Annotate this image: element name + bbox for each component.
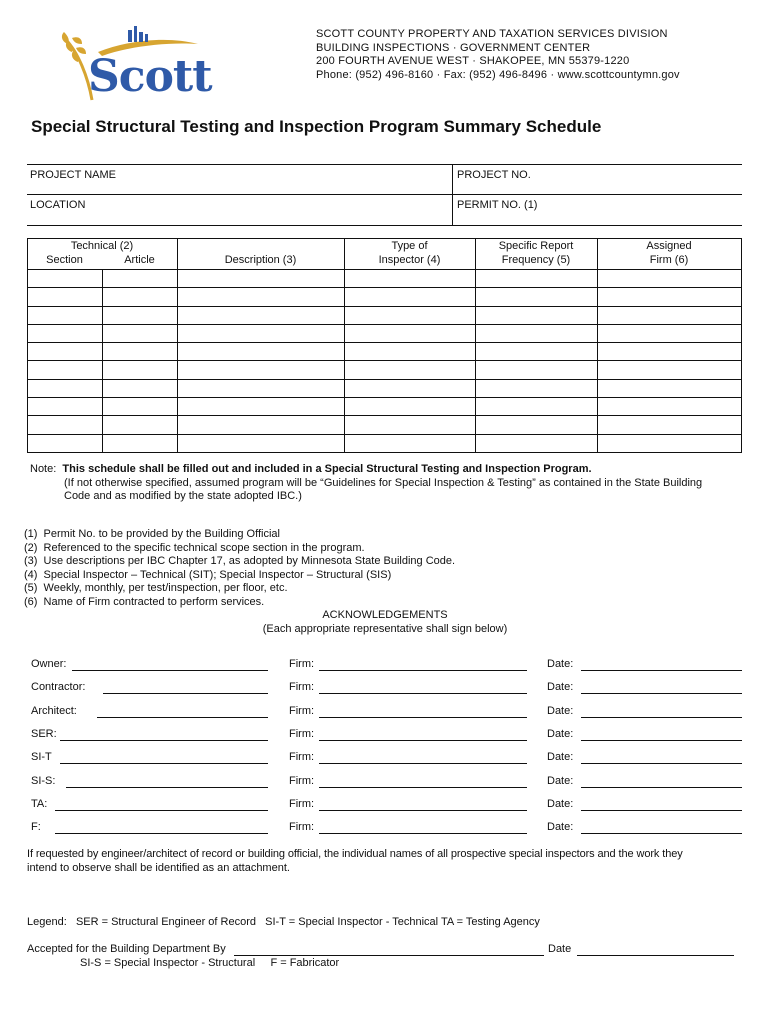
table-cell[interactable] xyxy=(28,343,103,361)
firm-label: Firm: xyxy=(289,751,315,764)
table-row xyxy=(28,324,742,342)
logo-wordmark: Scott xyxy=(88,51,212,102)
note-prefix: Note: xyxy=(30,463,57,475)
date-line[interactable] xyxy=(581,717,742,718)
firm-label: Firm: xyxy=(289,821,315,834)
signer-role-label: SI-T xyxy=(31,751,52,764)
table-cell[interactable] xyxy=(103,270,178,288)
org-dept-line: BUILDING INSPECTIONS · GOVERNMENT CENTER xyxy=(316,41,591,54)
firm-label: Firm: xyxy=(289,797,315,810)
project-mid-rule xyxy=(27,194,742,195)
table-row xyxy=(28,361,742,379)
table-cell[interactable] xyxy=(28,361,103,379)
table-cell[interactable] xyxy=(178,379,345,397)
firm-label: Firm: xyxy=(289,658,315,670)
table-cell[interactable] xyxy=(103,288,178,306)
org-street-line: 200 FOURTH AVENUE WEST · SHAKOPEE, MN 55379-1220 xyxy=(316,55,630,67)
table-cell[interactable] xyxy=(178,416,345,434)
firm-line[interactable] xyxy=(319,787,527,788)
signer-name-line[interactable] xyxy=(97,717,268,718)
table-cell[interactable] xyxy=(345,379,476,397)
table-row xyxy=(28,434,742,452)
firm-line[interactable] xyxy=(319,717,527,718)
table-cell[interactable] xyxy=(103,361,178,379)
table-cell[interactable] xyxy=(345,416,476,434)
frequency-header-line1: Specific Report xyxy=(498,240,574,252)
accepted-date-label: Date xyxy=(548,943,572,955)
footnote-6: (6) Name of Firm contracted to perform services. xyxy=(24,595,265,608)
footnote-2: (2) Referenced to the specific technical scope section in the program. xyxy=(24,541,365,554)
firm-line[interactable] xyxy=(319,693,527,694)
table-cell[interactable] xyxy=(103,343,178,361)
table-cell[interactable] xyxy=(28,270,103,288)
table-cell[interactable] xyxy=(103,324,178,342)
table-cell[interactable] xyxy=(476,379,598,397)
accepted-label: Accepted for the Building Department By xyxy=(27,943,226,955)
table-cell[interactable] xyxy=(476,324,598,342)
table-row xyxy=(28,306,742,324)
date-line[interactable] xyxy=(581,670,742,671)
firm-header-line1: Assigned xyxy=(646,240,692,252)
legend-block xyxy=(27,889,540,984)
legend-label: Legend: xyxy=(27,916,67,928)
table-cell[interactable] xyxy=(178,288,345,306)
date-label: Date: xyxy=(547,797,574,810)
org-address-block xyxy=(316,28,680,82)
table-row xyxy=(28,270,742,288)
date-label: Date: xyxy=(547,704,574,717)
date-label: Date: xyxy=(547,751,574,764)
table-cell[interactable] xyxy=(28,398,103,416)
firm-label: Firm: xyxy=(289,704,315,717)
attachment-paragraph xyxy=(27,848,745,875)
note-line-3: Code and as modified by the state adopted IBC.) xyxy=(64,490,302,502)
footnotes-list xyxy=(24,528,455,610)
table-cell[interactable] xyxy=(103,434,178,452)
table-cell[interactable] xyxy=(178,324,345,342)
signer-role-label: Contractor: xyxy=(31,681,86,694)
note-line-2: (If not otherwise specified, assumed program will be “Guidelines for Special Inspection & Testing” as contained in the State Building xyxy=(64,476,703,489)
table-cell[interactable] xyxy=(103,416,178,434)
date-line[interactable] xyxy=(581,833,742,834)
table-cell[interactable] xyxy=(476,361,598,379)
project-top-rule xyxy=(27,164,742,165)
ack-title: ACKNOWLEDGEMENTS xyxy=(322,609,448,621)
org-contact-line: Phone: (952) 496-8160 · Fax: (952) 496-8496 · www.scottcountymn.gov xyxy=(316,68,680,81)
scott-county-logo xyxy=(58,22,212,104)
table-cell[interactable] xyxy=(476,288,598,306)
signer-name-line[interactable] xyxy=(55,810,268,811)
table-row xyxy=(28,416,742,434)
type-header-line2: Inspector (4) xyxy=(378,254,441,266)
description-header: Description (3) xyxy=(224,254,297,266)
table-cell[interactable] xyxy=(476,343,598,361)
date-line[interactable] xyxy=(581,763,742,764)
firm-line[interactable] xyxy=(319,833,527,834)
table-row xyxy=(28,288,742,306)
table-cell[interactable] xyxy=(476,434,598,452)
article-header: Article xyxy=(124,254,155,266)
table-cell[interactable] xyxy=(598,416,742,434)
location-label: LOCATION xyxy=(30,199,86,211)
firm-line[interactable] xyxy=(319,763,527,764)
signer-name-line[interactable] xyxy=(60,763,268,764)
note-bold-text: This schedule shall be filled out and included in a Special Structural Testing and Inspection Program. xyxy=(62,463,592,475)
table-cell[interactable] xyxy=(598,361,742,379)
signer-role-label: F: xyxy=(31,821,41,834)
project-bottom-rule xyxy=(27,225,742,226)
table-cell[interactable] xyxy=(345,361,476,379)
date-label: Date: xyxy=(547,681,574,694)
project-no-label: PROJECT NO. xyxy=(457,169,531,181)
table-cell[interactable] xyxy=(28,434,103,452)
footnote-4: (4) Special Inspector – Technical (SIT); Special Inspector – Structural (SIS) xyxy=(24,568,392,581)
firm-line[interactable] xyxy=(319,810,527,811)
date-label: Date: xyxy=(547,658,574,670)
firm-line[interactable] xyxy=(319,670,527,671)
permit-no-label: PERMIT NO. (1) xyxy=(457,199,538,211)
table-row xyxy=(28,398,742,416)
project-name-label: PROJECT NAME xyxy=(30,169,116,181)
signer-role-label: TA: xyxy=(31,797,48,810)
legend-line-2: SI-S = Special Inspector - Structural F = Fabricator xyxy=(80,956,340,969)
table-cell[interactable] xyxy=(476,270,598,288)
table-cell[interactable] xyxy=(345,324,476,342)
signer-name-line[interactable] xyxy=(60,740,268,741)
signer-name-line[interactable] xyxy=(103,693,268,694)
table-cell[interactable] xyxy=(28,324,103,342)
date-line[interactable] xyxy=(581,810,742,811)
footnote-3: (3) Use descriptions per IBC Chapter 17, as adopted by Minnesota State Building Code. xyxy=(24,555,456,568)
table-cell[interactable] xyxy=(178,343,345,361)
ack-subtitle: (Each appropriate representative shall sign below) xyxy=(262,623,508,635)
signer-role-label: Owner: xyxy=(31,658,67,670)
table-cell[interactable] xyxy=(345,288,476,306)
table-cell[interactable] xyxy=(345,306,476,324)
date-line[interactable] xyxy=(581,693,742,694)
accepted-signature-line[interactable] xyxy=(234,955,544,956)
signer-name-line[interactable] xyxy=(72,670,268,671)
type-header-line1: Type of xyxy=(391,240,428,252)
table-cell[interactable] xyxy=(345,270,476,288)
technical-header: Technical (2) xyxy=(70,240,134,252)
table-cell[interactable] xyxy=(598,270,742,288)
page-title: Special Structural Testing and Inspection Program Summary Schedule xyxy=(31,117,602,136)
table-cell[interactable] xyxy=(598,398,742,416)
signer-role-label: SER: xyxy=(31,727,57,740)
date-line[interactable] xyxy=(581,787,742,788)
table-cell[interactable] xyxy=(476,416,598,434)
section-header: Section xyxy=(46,254,83,266)
table-cell[interactable] xyxy=(28,416,103,434)
date-label: Date: xyxy=(547,774,574,787)
table-cell[interactable] xyxy=(345,434,476,452)
firm-line[interactable] xyxy=(319,740,527,741)
table-cell[interactable] xyxy=(178,361,345,379)
table-cell[interactable] xyxy=(28,306,103,324)
accepted-date-line[interactable] xyxy=(577,955,734,956)
signer-role-label: Architect: xyxy=(31,704,77,717)
table-cell[interactable] xyxy=(103,306,178,324)
footnote-1: (1) Permit No. to be provided by the Building Official xyxy=(24,528,280,540)
signer-name-line[interactable] xyxy=(66,787,268,788)
table-cell[interactable] xyxy=(178,434,345,452)
table-cell[interactable] xyxy=(345,343,476,361)
table-cell[interactable] xyxy=(476,398,598,416)
date-label: Date: xyxy=(547,727,574,740)
table-cell[interactable] xyxy=(598,288,742,306)
note-block xyxy=(30,463,742,504)
table-cell[interactable] xyxy=(476,306,598,324)
table-cell[interactable] xyxy=(598,306,742,324)
schedule-table xyxy=(27,238,742,453)
table-cell[interactable] xyxy=(345,398,476,416)
signer-name-line[interactable] xyxy=(55,833,268,834)
table-cell[interactable] xyxy=(178,398,345,416)
paragraph-line-2: intend to observe shall be identified as an attachment. xyxy=(27,861,290,874)
table-row xyxy=(28,379,742,397)
table-cell[interactable] xyxy=(103,379,178,397)
firm-label: Firm: xyxy=(289,681,315,694)
paragraph-line-1: If requested by engineer/architect of record or building official, the individual names of all prospective special inspectors and the work they xyxy=(27,848,683,860)
firm-label: Firm: xyxy=(289,774,315,787)
frequency-header-line2: Frequency (5) xyxy=(501,254,571,266)
table-cell[interactable] xyxy=(178,270,345,288)
footnote-5: (5) Weekly, monthly, per test/inspection, per floor, etc. xyxy=(24,582,288,595)
table-cell[interactable] xyxy=(28,288,103,306)
table-cell[interactable] xyxy=(103,398,178,416)
org-name-line: SCOTT COUNTY PROPERTY AND TAXATION SERVICES DIVISION xyxy=(316,28,668,40)
table-cell[interactable] xyxy=(598,343,742,361)
signer-role-label: SI-S: xyxy=(31,774,56,787)
date-label: Date: xyxy=(547,821,574,834)
firm-label: Firm: xyxy=(289,727,315,740)
legend-line-1: SER = Structural Engineer of Record SI-T = Special Inspector - Technical TA = Testing Agency xyxy=(75,916,540,928)
table-cell[interactable] xyxy=(598,324,742,342)
table-cell[interactable] xyxy=(598,379,742,397)
table-cell[interactable] xyxy=(598,434,742,452)
date-line[interactable] xyxy=(581,740,742,741)
firm-header-line2: Firm (6) xyxy=(649,254,689,266)
table-cell[interactable] xyxy=(178,306,345,324)
table-cell[interactable] xyxy=(28,379,103,397)
table-row xyxy=(28,343,742,361)
